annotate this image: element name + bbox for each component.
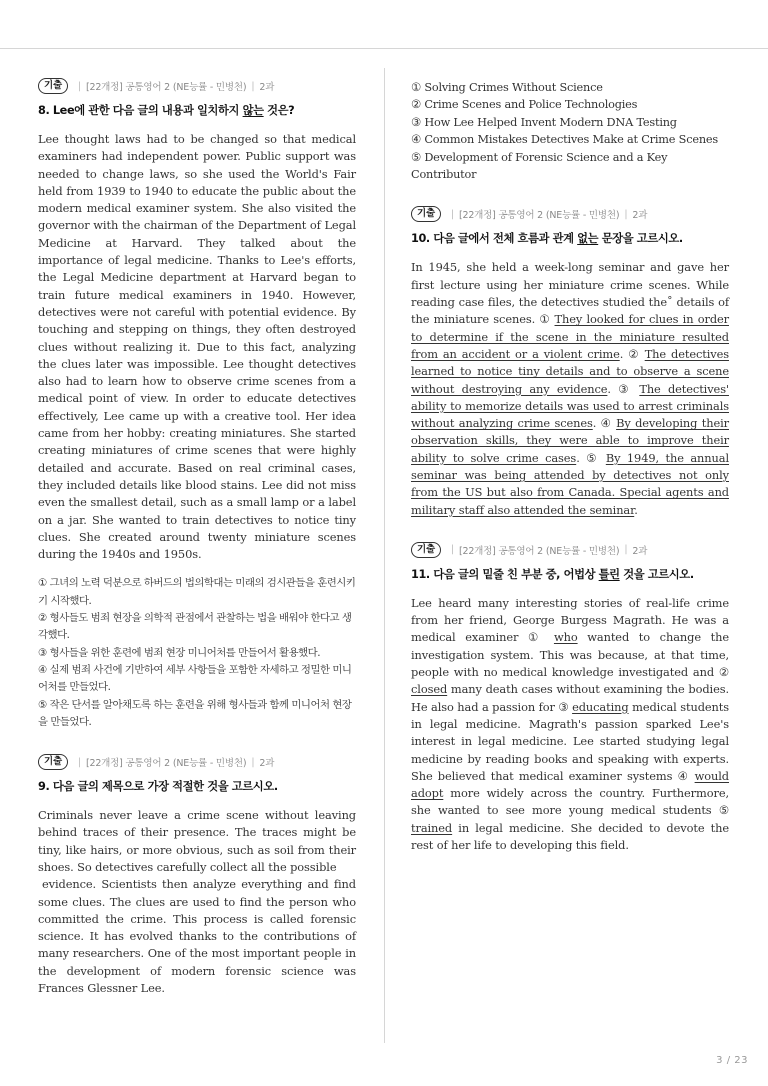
meta-separator: | <box>624 544 628 556</box>
passage: Lee heard many interesting stories of real-life crime from her friend, George Burgess Magrath. He was a medical examiner ① who wanted to change the investigation system. This was because, at that time, people with no medical knowledge investigated and ② closed many death cases without examining the bodies. He also had a passion for ③ educating medical students in legal medicine. Magrath's passion sparked Lee's interest in legal medicine. Lee started studying legal medicine by reading books and speaking with experts. She believed that medical examiner systems ④ would adopt more widely across the country. Furthermore, she wanted to see more young medical students ⑤ trained in legal medicine. She decided to devote the rest of her life to developing this field. <box>411 595 729 853</box>
underlined-3[interactable]: educating <box>572 699 629 714</box>
option-3[interactable]: ③ 형사들을 위한 훈련에 범죄 현장 미니어처를 만들어서 활용했다. <box>38 646 321 659</box>
question-title: 8. Lee에 관한 다음 글의 내용과 일치하지 않는 것은? <box>38 104 295 117</box>
left-column <box>38 77 356 1019</box>
passage: Criminals never leave a crime scene without leaving behind traces of their presence. The traces might be tiny, like hairs, or more obvious, such as soil from their shoes. So detectives carefully collect all the possible evidence. Scientists then analyze everything and find some clues. The clues are used to find the person who committed the crime. This process is called forensic science. It has evolved thanks to the contributions of many researchers. One of the most important people in the development of modern forensic science was Frances Glessner Lee. <box>38 808 356 996</box>
blank-4-number: ④ <box>677 768 690 783</box>
sentence-4-number: ④ <box>600 416 612 431</box>
emphasis: 없는 <box>577 232 599 246</box>
option-1[interactable]: ① Solving Crimes Without Science <box>411 81 603 94</box>
emphasis: 않는 <box>242 104 264 117</box>
meta-separator: | <box>450 208 454 220</box>
sentence-5-number: ⑤ <box>586 450 600 465</box>
passage: In 1945, she held a week-long seminar and gave her first lecture using her miniature crime scenes. While reading case files, the detectives studied the˚ details of the miniature scenes. ① They looked for clues in order to determine if the scene in the miniature resulted from an accident or a violent crime. ② The detectives learned to notice tiny details and to observe a scene without destroying any evidence. ③ The detectives' ability to memorize details was used to arrest criminals without analyzing crime scenes. ④ By developing their observation skills, they were able to improve their ability to solve crime cases. ⑤ By 1949, the annual seminar was being attended by detectives not only from the US but also from Canada. Special agents and military staff also attended the seminar. <box>411 260 730 517</box>
blank-2-number: ② <box>718 665 729 680</box>
meta-separator: | <box>77 80 81 92</box>
lesson-label: 2과 <box>632 210 648 222</box>
sentence-1-number: ① <box>539 312 551 327</box>
question-title: 10. 다음 글에서 전체 흐름과 관계 없는 문장을 고르시오. <box>411 232 683 246</box>
meta-separator: | <box>77 756 81 768</box>
lesson-label: 2과 <box>632 545 648 557</box>
source-label: [22개정] 공통영어 2 (NE능률 - 민병천) <box>458 545 620 557</box>
page-number: 3 / 23 <box>716 1055 748 1066</box>
option-2[interactable]: ② Crime Scenes and Police Technologies <box>411 98 638 112</box>
source-label: [22개정] 공통영어 2 (NE능률 - 민병천) <box>458 210 620 222</box>
source-label: [22개정] 공통영어 2 (NE능률 - 민병천) <box>85 758 247 770</box>
exam-badge: 기출 <box>38 78 68 94</box>
blank-3-number: ③ <box>558 699 569 714</box>
passage: Lee thought laws had to be changed so that medical examiners had independent power. Public support was needed to change laws, so she used the World's Fair held from 1939 to 1940 to educate the public about the modern medical examiner system. She also visited the governor with the chairman of the Department of Legal Medicine at Harvard. They talked about the importance of legal medicine. Thanks to Lee's efforts, the Legal Medicine department at Harvard began to train future medical examiners in 1940. However, detectives were not careful with potential evidence. By touching and stepping on things, they often destroyed clues without realizing it. Due to this fact, analyzing the clues later was impossible. Lee thought detectives also had to learn how to observe crime scenes from a medical point of view. In order to educate detectives effectively, Lee came up with a creative tool. Her idea came from her hobby: creating miniatures. She started creating miniatures of crime scenes that were highly detailed and accurate. Based on real criminal cases, they included details like blood stains. Lee did not miss even the smallest detail, such as a small lamp or a label on a jar. She wanted to train detectives to notice tiny clues. She created around twenty miniature scenes during the 1940s and 1950s. <box>38 132 356 562</box>
question-10 <box>411 205 729 518</box>
option-4[interactable]: ④ 실제 범죄 사건에 기반하여 세부 사항들을 포함한 자세하고 정밀한 미니어처를 만들었다. <box>38 663 352 694</box>
question-meta <box>411 541 729 559</box>
answer-options <box>411 79 729 183</box>
question-9 <box>38 753 356 997</box>
option-5[interactable]: ⑤ 작은 단서를 알아채도록 하는 훈련을 위해 형사들과 함께 미니어처 현장을 만들었다. <box>38 698 352 728</box>
lesson-label: 2과 <box>259 82 275 93</box>
question-11 <box>411 541 729 854</box>
option-5[interactable]: ⑤ Development of Forensic Science and a Key Contributor <box>411 150 668 182</box>
sentence-3[interactable]: The detectives' ability to memorize details was used to arrest criminals without analyzing crime scenes <box>411 381 729 431</box>
underlined-5[interactable]: trained <box>411 820 453 835</box>
option-2[interactable]: ② 형사들도 범죄 현장을 의학적 관점에서 관찰하는 법을 배워야 한다고 생각했다. <box>38 612 352 642</box>
question-meta <box>38 77 356 95</box>
meta-separator: | <box>624 208 628 220</box>
sentence-5[interactable]: By 1949, the annual seminar was being attended by detectives not only from the US but also from Canada. Special agents and military staff also attended the seminar <box>411 450 730 517</box>
lesson-label: 2과 <box>259 758 275 770</box>
column-divider <box>384 68 385 1043</box>
meta-separator: | <box>251 756 255 768</box>
exam-badge: 기출 <box>411 542 441 558</box>
question-meta <box>411 205 729 223</box>
emphasis: 틀린 <box>598 567 620 581</box>
underlined-4[interactable]: would adopt <box>411 768 729 801</box>
underlined-2[interactable]: closed <box>411 682 448 697</box>
blank-1-number: ① <box>528 630 545 645</box>
exam-badge: 기출 <box>411 206 441 222</box>
question-meta <box>38 753 356 771</box>
meta-separator: | <box>450 544 454 556</box>
header-rule <box>0 48 768 49</box>
answer-options <box>38 575 356 731</box>
sentence-3-number: ③ <box>618 381 633 396</box>
sentence-2-number: ② <box>628 346 640 361</box>
sentence-1[interactable]: They looked for clues in order to determine if the scene in the miniature resulted from an accident or a violent crime <box>411 312 729 361</box>
meta-separator: | <box>251 80 255 92</box>
exam-badge: 기출 <box>38 754 68 770</box>
question-8 <box>38 77 356 731</box>
source-label: [22개정] 공통영어 2 (NE능률 - 민병천) <box>85 82 247 93</box>
question-9-options <box>411 79 729 183</box>
blank-5-number: ⑤ <box>718 803 729 818</box>
underlined-1[interactable]: who <box>553 630 578 645</box>
option-1[interactable]: ① 그녀의 노력 덕분으로 하버드의 법의학대는 미래의 검시관들을 훈련시키기 시작했다. <box>38 577 356 607</box>
option-3[interactable]: ③ How Lee Helped Invent Modern DNA Testing <box>411 115 677 129</box>
sentence-4[interactable]: By developing their observation skills, they were able to improve their ability to solve crime cases <box>411 416 729 465</box>
question-title: 9. 다음 글의 제목으로 가장 적절한 것을 고르시오. <box>38 780 278 794</box>
right-column <box>411 77 729 876</box>
sentence-2[interactable]: The detectives learned to notice tiny details and to observe a scene without destroying any evidence <box>411 346 729 396</box>
option-4[interactable]: ④ Common Mistakes Detectives Make at Crime Scenes <box>411 133 718 147</box>
question-title: 11. 다음 글의 밑줄 친 부분 중, 어법상 틀린 것을 고르시오. <box>411 567 694 581</box>
